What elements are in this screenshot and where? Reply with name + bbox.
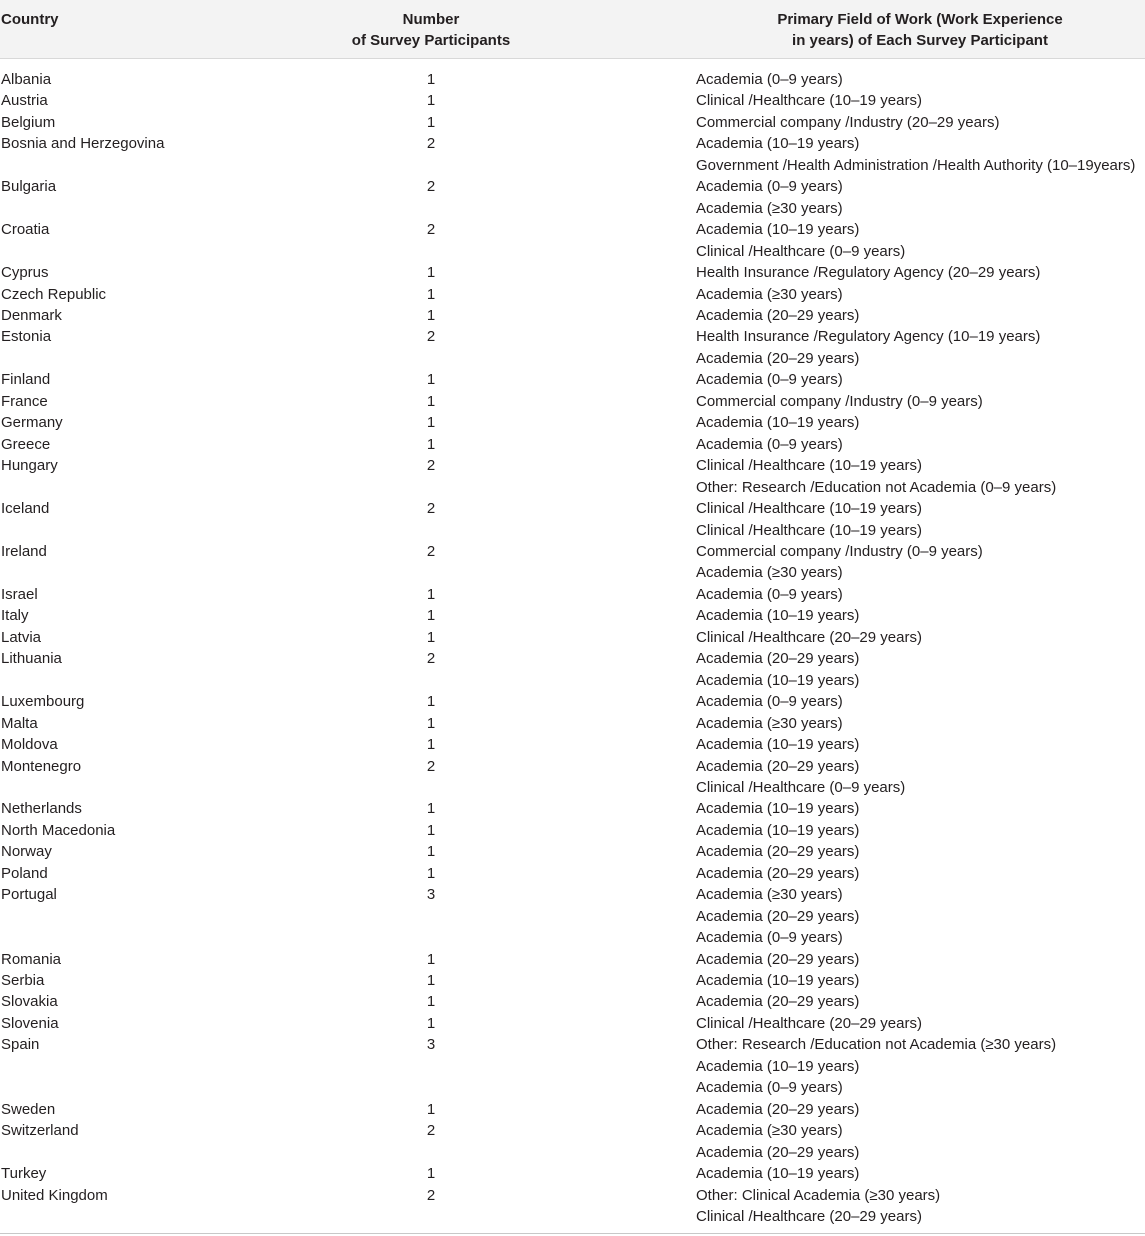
field-of-work-cell bbox=[562, 369, 1145, 390]
field-of-work-entry: Academia (≥30 years) bbox=[696, 886, 843, 904]
country-cell: Ireland bbox=[1, 542, 47, 560]
country-cell: Croatia bbox=[1, 221, 50, 239]
participants-count-cell: 1 bbox=[426, 693, 436, 711]
field-of-work-cell bbox=[562, 284, 1145, 305]
participants-count-cell: 2 bbox=[426, 500, 436, 518]
country-cell: Montenegro bbox=[1, 757, 82, 775]
field-of-work-entry: Government /Health Administration /Health Authority (10–19years) bbox=[696, 156, 1136, 174]
field-of-work-entry: Commercial company /Industry (0–9 years) bbox=[696, 392, 983, 410]
participants-count-cell: 2 bbox=[426, 650, 436, 668]
field-of-work-entry: Academia (20–29 years) bbox=[696, 907, 860, 925]
field-of-work-entry: Academia (10–19 years) bbox=[696, 821, 860, 839]
country-cell: Germany bbox=[1, 414, 63, 432]
field-of-work-cell bbox=[562, 1099, 1145, 1120]
country-cell: Belgium bbox=[1, 113, 56, 131]
header-field-line2: in years) of Each Survey Participant bbox=[792, 32, 1048, 49]
participants-count-cell: 2 bbox=[426, 542, 436, 560]
field-of-work-cell bbox=[562, 391, 1145, 412]
table-row bbox=[0, 1185, 1145, 1228]
field-of-work-cell bbox=[562, 112, 1145, 133]
field-of-work-cell bbox=[562, 305, 1145, 326]
country-cell: Poland bbox=[1, 864, 48, 882]
country-cell: Spain bbox=[1, 1036, 40, 1054]
table-row bbox=[0, 734, 1145, 755]
table-row bbox=[0, 970, 1145, 991]
field-of-work-cell bbox=[562, 584, 1145, 605]
table-row bbox=[0, 1034, 1145, 1098]
field-of-work-cell bbox=[562, 434, 1145, 455]
field-of-work-cell bbox=[562, 949, 1145, 970]
field-of-work-cell bbox=[562, 326, 1145, 369]
field-of-work-entry: Commercial company /Industry (0–9 years) bbox=[696, 542, 983, 560]
participants-count-cell: 1 bbox=[426, 864, 436, 882]
participants-count-cell: 2 bbox=[426, 1122, 436, 1140]
country-cell: Hungary bbox=[1, 457, 58, 475]
field-of-work-cell bbox=[562, 648, 1145, 691]
participants-count-cell: 1 bbox=[426, 264, 436, 282]
field-of-work-cell bbox=[562, 219, 1145, 262]
field-of-work-cell bbox=[562, 1120, 1145, 1163]
field-of-work-entry: Academia (≥30 years) bbox=[696, 1122, 843, 1140]
field-of-work-entry: Clinical /Healthcare (10–19 years) bbox=[696, 521, 922, 539]
country-cell: United Kingdom bbox=[1, 1186, 108, 1204]
participants-count-cell: 1 bbox=[426, 306, 436, 324]
header-country-label: Country bbox=[1, 11, 59, 28]
participants-count-cell: 2 bbox=[426, 178, 436, 196]
country-cell: Estonia bbox=[1, 328, 52, 346]
header-country bbox=[1, 9, 59, 30]
participants-count-cell: 1 bbox=[426, 607, 436, 625]
field-of-work-cell bbox=[562, 69, 1145, 90]
field-of-work-entry: Academia (10–19 years) bbox=[696, 607, 860, 625]
field-of-work-cell bbox=[562, 541, 1145, 584]
country-cell: Malta bbox=[1, 714, 38, 732]
field-of-work-entry: Other: Research /Education not Academia (≥30 years) bbox=[696, 1036, 1057, 1054]
table-row bbox=[0, 691, 1145, 712]
field-of-work-entry: Academia (10–19 years) bbox=[696, 135, 860, 153]
header-number-line1: Number bbox=[402, 11, 460, 28]
table-row bbox=[0, 498, 1145, 541]
field-of-work-entry: Clinical /Healthcare (20–29 years) bbox=[696, 1014, 922, 1032]
field-of-work-cell bbox=[562, 841, 1145, 862]
table-row bbox=[0, 305, 1145, 326]
country-cell: Greece bbox=[1, 435, 51, 453]
table-row bbox=[0, 69, 1145, 90]
field-of-work-entry: Academia (10–19 years) bbox=[696, 1165, 860, 1183]
country-cell: Israel bbox=[1, 585, 38, 603]
table-row bbox=[0, 434, 1145, 455]
field-of-work-entry: Academia (0–9 years) bbox=[696, 71, 843, 88]
table-row bbox=[0, 1163, 1145, 1184]
country-cell: Bosnia and Herzegovina bbox=[1, 135, 165, 153]
participants-count-cell: 3 bbox=[426, 886, 436, 904]
table-row bbox=[0, 176, 1145, 219]
field-of-work-entry: Commercial company /Industry (20–29 years) bbox=[696, 113, 1000, 131]
participants-count-cell: 1 bbox=[426, 972, 436, 990]
participants-count-cell: 1 bbox=[426, 435, 436, 453]
table-row bbox=[0, 1013, 1145, 1034]
country-cell: Norway bbox=[1, 843, 52, 861]
table-row bbox=[0, 820, 1145, 841]
country-cell: Cyprus bbox=[1, 264, 49, 282]
country-cell: Albania bbox=[1, 71, 52, 88]
field-of-work-entry: Other: Clinical Academia (≥30 years) bbox=[696, 1186, 941, 1204]
country-cell: Sweden bbox=[1, 1100, 56, 1118]
country-cell: Turkey bbox=[1, 1165, 47, 1183]
participants-count-cell: 1 bbox=[426, 1165, 436, 1183]
table-row bbox=[0, 326, 1145, 369]
participants-count-cell: 1 bbox=[426, 736, 436, 754]
field-of-work-entry: Academia (0–9 years) bbox=[696, 693, 843, 711]
field-of-work-entry: Academia (20–29 years) bbox=[696, 650, 860, 668]
participants-count-cell: 1 bbox=[426, 92, 436, 110]
field-of-work-entry: Academia (20–29 years) bbox=[696, 993, 860, 1011]
participants-count-cell: 3 bbox=[426, 1036, 436, 1054]
country-cell: Luxembourg bbox=[1, 693, 85, 711]
country-cell: Bulgaria bbox=[1, 178, 57, 196]
country-cell: France bbox=[1, 392, 48, 410]
table-row bbox=[0, 584, 1145, 605]
field-of-work-entry: Clinical /Healthcare (10–19 years) bbox=[696, 92, 922, 110]
table-row bbox=[0, 284, 1145, 305]
field-of-work-entry: Clinical /Healthcare (10–19 years) bbox=[696, 457, 922, 475]
header-number bbox=[300, 9, 562, 51]
field-of-work-cell bbox=[562, 1013, 1145, 1034]
country-cell: North Macedonia bbox=[1, 821, 116, 839]
table-row bbox=[0, 219, 1145, 262]
participants-count-cell: 1 bbox=[426, 714, 436, 732]
field-of-work-entry: Academia (20–29 years) bbox=[696, 349, 860, 367]
table-row bbox=[0, 863, 1145, 884]
field-of-work-cell bbox=[562, 734, 1145, 755]
table-row bbox=[0, 90, 1145, 111]
field-of-work-entry: Academia (20–29 years) bbox=[696, 1143, 860, 1161]
country-cell: Switzerland bbox=[1, 1122, 79, 1140]
field-of-work-cell bbox=[562, 970, 1145, 991]
field-of-work-entry: Academia (10–19 years) bbox=[696, 800, 860, 818]
table-row bbox=[0, 949, 1145, 970]
field-of-work-cell bbox=[562, 498, 1145, 541]
participants-count-cell: 2 bbox=[426, 135, 436, 153]
table-row bbox=[0, 262, 1145, 283]
table-row bbox=[0, 713, 1145, 734]
country-cell: Moldova bbox=[1, 736, 58, 754]
table-row bbox=[0, 541, 1145, 584]
table-row bbox=[0, 112, 1145, 133]
participants-count-cell: 1 bbox=[426, 1014, 436, 1032]
table-row bbox=[0, 391, 1145, 412]
participants-count-cell: 1 bbox=[426, 392, 436, 410]
field-of-work-entry: Clinical /Healthcare (10–19 years) bbox=[696, 500, 922, 518]
field-of-work-entry: Health Insurance /Regulatory Agency (20–29 years) bbox=[696, 264, 1041, 282]
field-of-work-cell bbox=[562, 455, 1145, 498]
field-of-work-entry: Clinical /Healthcare (20–29 years) bbox=[696, 1208, 922, 1226]
header-field-line1: Primary Field of Work (Work Experience bbox=[777, 11, 1063, 28]
table-row bbox=[0, 841, 1145, 862]
country-cell: Finland bbox=[1, 371, 51, 389]
field-of-work-cell bbox=[562, 627, 1145, 648]
field-of-work-cell bbox=[562, 820, 1145, 841]
country-cell: Denmark bbox=[1, 306, 62, 324]
field-of-work-cell bbox=[562, 798, 1145, 819]
field-of-work-cell bbox=[562, 605, 1145, 626]
field-of-work-entry: Academia (20–29 years) bbox=[696, 864, 860, 882]
field-of-work-entry: Academia (20–29 years) bbox=[696, 757, 860, 775]
field-of-work-entry: Clinical /Healthcare (20–29 years) bbox=[696, 628, 922, 646]
field-of-work-entry: Academia (0–9 years) bbox=[696, 929, 843, 947]
participants-count-cell: 2 bbox=[426, 221, 436, 239]
participants-count-cell: 1 bbox=[426, 414, 436, 432]
bottom-rule bbox=[0, 1233, 1145, 1234]
field-of-work-cell bbox=[562, 991, 1145, 1012]
field-of-work-cell bbox=[562, 1034, 1145, 1098]
field-of-work-entry: Academia (0–9 years) bbox=[696, 178, 843, 196]
table-body bbox=[0, 69, 1145, 1227]
country-cell: Netherlands bbox=[1, 800, 82, 818]
field-of-work-cell bbox=[562, 1163, 1145, 1184]
field-of-work-cell bbox=[562, 884, 1145, 948]
field-of-work-cell bbox=[562, 262, 1145, 283]
field-of-work-cell bbox=[562, 412, 1145, 433]
table-row bbox=[0, 1120, 1145, 1163]
participants-count-cell: 2 bbox=[426, 328, 436, 346]
country-cell: Slovenia bbox=[1, 1014, 59, 1032]
participants-count-cell: 1 bbox=[426, 993, 436, 1011]
table-row bbox=[0, 369, 1145, 390]
table-row bbox=[0, 991, 1145, 1012]
table-row bbox=[0, 627, 1145, 648]
field-of-work-entry: Academia (0–9 years) bbox=[696, 1079, 843, 1097]
table-row bbox=[0, 884, 1145, 948]
field-of-work-cell bbox=[562, 713, 1145, 734]
field-of-work-entry: Academia (20–29 years) bbox=[696, 306, 860, 324]
country-cell: Czech Republic bbox=[1, 285, 107, 303]
country-cell: Lithuania bbox=[1, 650, 62, 668]
field-of-work-cell bbox=[562, 90, 1145, 111]
participants-count-cell: 1 bbox=[426, 371, 436, 389]
table-row bbox=[0, 798, 1145, 819]
field-of-work-cell bbox=[562, 756, 1145, 799]
participants-count-cell: 1 bbox=[426, 628, 436, 646]
country-cell: Slovakia bbox=[1, 993, 58, 1011]
field-of-work-entry: Academia (10–19 years) bbox=[696, 736, 860, 754]
table-row bbox=[0, 756, 1145, 799]
country-cell: Italy bbox=[1, 607, 29, 625]
field-of-work-cell bbox=[562, 863, 1145, 884]
country-cell: Portugal bbox=[1, 886, 57, 904]
field-of-work-entry: Academia (20–29 years) bbox=[696, 843, 860, 861]
header-field bbox=[695, 9, 1145, 51]
participants-count-cell: 1 bbox=[426, 843, 436, 861]
country-cell: Austria bbox=[1, 92, 48, 110]
field-of-work-entry: Academia (10–19 years) bbox=[696, 671, 860, 689]
participants-count-cell: 2 bbox=[426, 757, 436, 775]
participants-count-cell: 1 bbox=[426, 1100, 436, 1118]
field-of-work-entry: Clinical /Healthcare (0–9 years) bbox=[696, 778, 906, 796]
field-of-work-entry: Academia (≥30 years) bbox=[696, 285, 843, 303]
country-cell: Latvia bbox=[1, 628, 42, 646]
participants-count-cell: 1 bbox=[426, 800, 436, 818]
country-cell: Romania bbox=[1, 950, 62, 968]
field-of-work-cell bbox=[562, 133, 1145, 176]
participants-count-cell: 1 bbox=[426, 71, 436, 88]
participants-count-cell: 2 bbox=[426, 457, 436, 475]
table-row bbox=[0, 133, 1145, 176]
field-of-work-cell bbox=[562, 691, 1145, 712]
field-of-work-cell bbox=[562, 1185, 1145, 1228]
field-of-work-entry: Academia (0–9 years) bbox=[696, 585, 843, 603]
table-row bbox=[0, 412, 1145, 433]
field-of-work-entry: Academia (≥30 years) bbox=[696, 714, 843, 732]
country-cell: Serbia bbox=[1, 972, 45, 990]
participants-count-cell: 1 bbox=[426, 585, 436, 603]
header-number-line2: of Survey Participants bbox=[351, 32, 511, 49]
participants-count-cell: 1 bbox=[426, 113, 436, 131]
field-of-work-entry: Health Insurance /Regulatory Agency (10–19 years) bbox=[696, 328, 1041, 346]
participants-count-cell: 1 bbox=[426, 950, 436, 968]
field-of-work-entry: Academia (10–19 years) bbox=[696, 414, 860, 432]
participants-count-cell: 2 bbox=[426, 1186, 436, 1204]
field-of-work-entry: Academia (10–19 years) bbox=[696, 221, 860, 239]
field-of-work-entry: Other: Research /Education not Academia (0–9 years) bbox=[696, 478, 1057, 496]
table-row bbox=[0, 1099, 1145, 1120]
table-header bbox=[0, 0, 1145, 59]
field-of-work-entry: Academia (≥30 years) bbox=[696, 199, 843, 217]
field-of-work-entry: Academia (0–9 years) bbox=[696, 371, 843, 389]
country-cell: Iceland bbox=[1, 500, 50, 518]
field-of-work-entry: Academia (20–29 years) bbox=[696, 1100, 860, 1118]
participants-count-cell: 1 bbox=[426, 285, 436, 303]
table-row bbox=[0, 648, 1145, 691]
field-of-work-entry: Academia (20–29 years) bbox=[696, 950, 860, 968]
field-of-work-cell bbox=[562, 176, 1145, 219]
participants-count-cell: 1 bbox=[426, 821, 436, 839]
field-of-work-entry: Academia (10–19 years) bbox=[696, 972, 860, 990]
field-of-work-entry: Academia (≥30 years) bbox=[696, 564, 843, 582]
field-of-work-entry: Clinical /Healthcare (0–9 years) bbox=[696, 242, 906, 260]
table-row bbox=[0, 605, 1145, 626]
table-row bbox=[0, 455, 1145, 498]
field-of-work-entry: Academia (0–9 years) bbox=[696, 435, 843, 453]
field-of-work-entry: Academia (10–19 years) bbox=[696, 1057, 860, 1075]
